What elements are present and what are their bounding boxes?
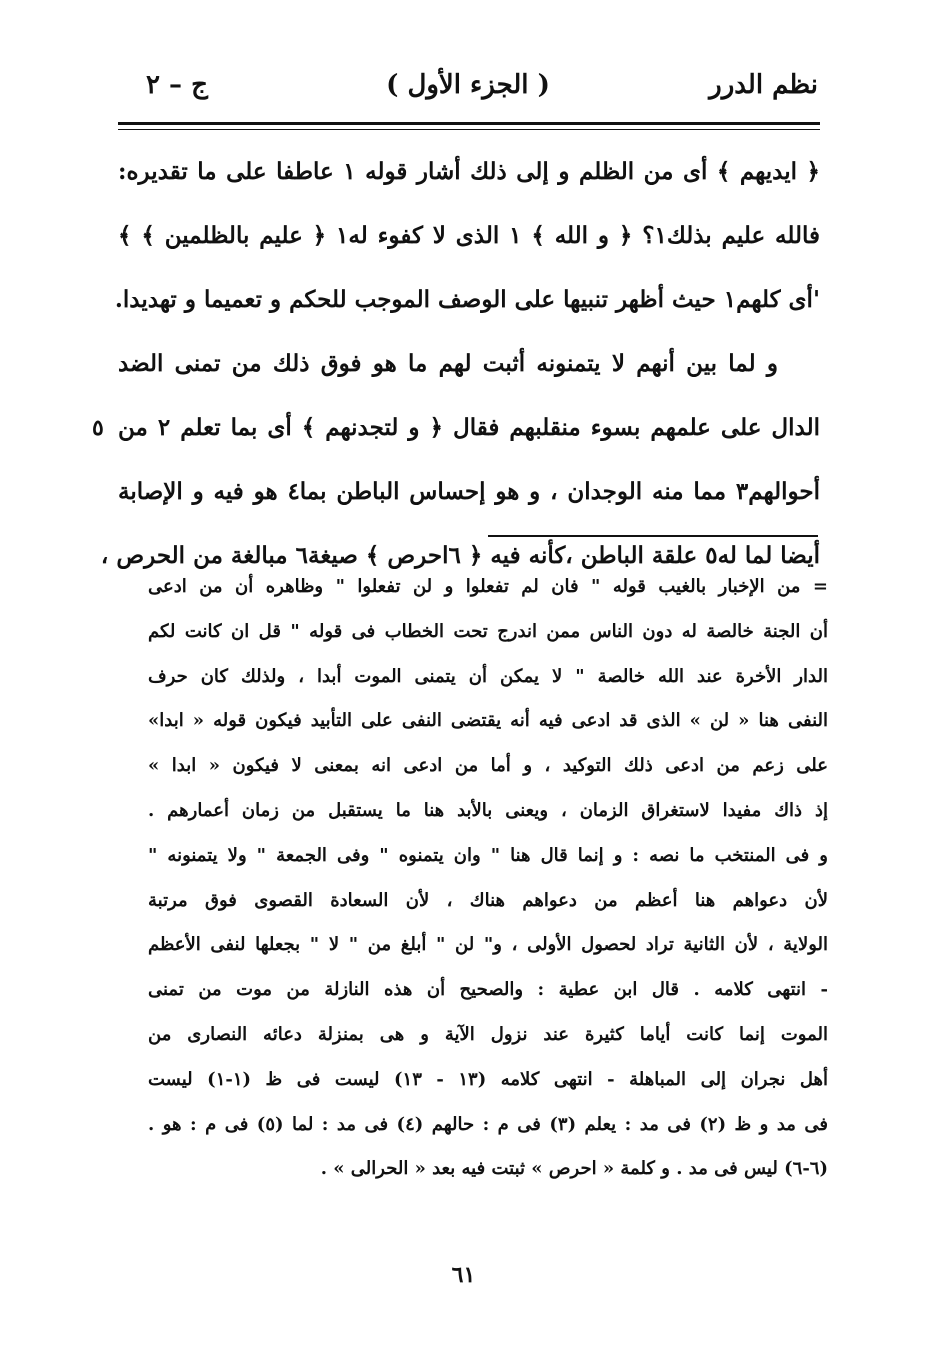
main-line: 'أى كلهم١ حيث أظهر تنبيها على الوصف الموجب للحكم و تعميما و تهديدا. <box>114 286 820 313</box>
book-title: نظم الدرر <box>709 70 818 100</box>
footnote-separator <box>488 535 818 537</box>
footnote-line: أن الجنة خالصة له دون الناس ممن اندرج تحت الخطاب فى قوله " قل ان كانت لكم <box>148 620 828 642</box>
main-line-text: و لما بين أنهم لا يتمنونه أثبت لهم ما هو فوق ذلك من تمنى الضد <box>118 350 778 377</box>
footnote-line: فى مد و ظ (٢) فى مد : يعلم (٣) فى م : حالهم (٤) فى مد : لما (٥) فى م : هو . <box>148 1113 828 1135</box>
part-title: ( الجزء الأول ) <box>386 70 550 100</box>
main-text <box>92 140 821 588</box>
volume-label: ج – ٢ <box>146 70 208 100</box>
footnote-line: الولاية ، لأن الثانية تراد لحصول الأولى ، و" لن " أبلغ من " لا " بجعلها لنفى الأعظم <box>148 934 828 956</box>
footnote-line: = من الإخبار بالغيب قوله " فان لم تفعلوا و لن تفعلوا " وظاهره أن من ادعى <box>148 576 828 597</box>
main-line: ﴿ ايديهم ﴾ أى من الظلم و إلى ذلك أشار قوله ١ عاطفا على ما تقديره: <box>118 158 820 185</box>
footnote-line: - انتهى كلامه . قال ابن عطية : والصحيح أن هذه النازلة من موت من تمنى <box>148 979 828 1001</box>
footnote-line: (٦-٦) ليس فى مد . و كلمة « احرص » ثبتت فيه بعد « الحرالى » . <box>320 1158 828 1180</box>
running-header <box>118 70 818 118</box>
footnote-line: الدار الأخرة عند الله خالصة " لا يمكن أن يتمنى الموت أبدا ، ولذلك كان حرف <box>148 665 828 687</box>
footnote-line: على زعم من ادعى ذلك التوكيد ، و أما من ادعى انه بمعنى لا فيكون « ابدا » <box>148 755 828 777</box>
main-line <box>92 396 820 460</box>
margin-line-number: ٥ <box>92 415 104 441</box>
main-line <box>118 332 820 396</box>
main-line-text: الدال على علمهم بسوء منقلبهم فقال ﴿ و لتجدنهم ﴾ أى بما تعلم ٢ من <box>118 414 820 441</box>
main-line: أحوالهم٣ مما منه الوجدان ، و هو إحساس الباطن بما٤ هو فيه و الإصابة <box>118 478 820 505</box>
main-line: فالله عليم بذلك١؟ ﴿ و الله ﴾ ١ الذى لا كفوء له١ ﴿ عليم بالظلمين ﴾ ﴾ <box>118 222 821 249</box>
header-rule-thick <box>118 122 820 125</box>
footnote-line: الموت إنما كانت أياما كثيرة عند نزول الآية و هى بمنزلة دعائه النصارى من <box>148 1023 828 1045</box>
footnote-line: لأن دعواهم هنا أعظم من دعواهم هناك ، لأن السعادة القصوى فوق مرتبة <box>148 889 828 911</box>
footnote-line: النفى هنا « لن » الذى قد ادعى فيه أنه يقتضى النفى على التأبيد فيكون قوله « ابدا» <box>148 710 828 732</box>
main-line: أيضا لما له٥ علقة الباطن ،كأنه فيه ﴿ ٦احرص ﴾ صيغة٦ مبالغة من الحرص ، <box>100 542 820 569</box>
footnote-line: و فى المنتخب ما نصه : و إنما قال هنا " وان يتمنوه " وفى الجمعة " ولا يتمنونه " <box>148 844 828 866</box>
footnotes <box>148 565 828 1192</box>
header-rule-thin <box>118 129 820 130</box>
page-number: ٦١ <box>451 1262 476 1288</box>
footnote-line: إذ ذاك مفيدا لاستغراق الزمان ، ويعنى بالأبد هنا ما يستقبل من زمان أعمارهم . <box>148 799 828 821</box>
footnote-line: أهل نجران إلى المباهلة - انتهى كلامه (١٣ - ١٣) ليست فى ظ (١-١) ليست <box>148 1068 828 1090</box>
